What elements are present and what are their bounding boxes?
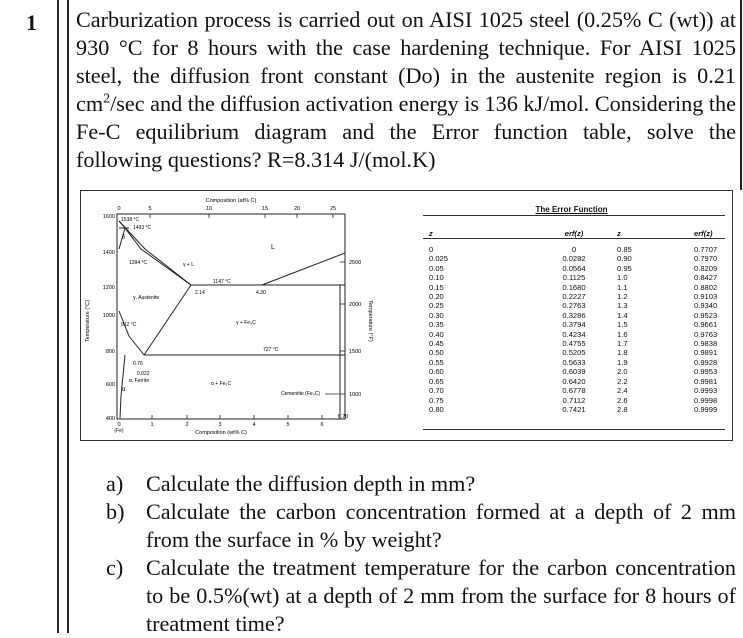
table-cell: 0.2227 xyxy=(562,292,586,302)
table-cell: 0.75 xyxy=(429,395,444,405)
stem-text-part-1: Carburization process is carried out on AISI 1025 steel (0.25% C (wt)) at 930 °C for 8 hours with the case hardening technique. For AISI 1025 steel, the diffusion front constant (Do) in the austenite region is 0.21 cm xyxy=(76,7,736,116)
label-gamma-fe3c: γ + Fe₃C xyxy=(236,320,256,326)
table-cell: 0.9953 xyxy=(694,367,718,377)
table-cell: 0.8802 xyxy=(694,282,718,292)
label-delta: δ xyxy=(122,235,126,241)
top-tick-25: 25 xyxy=(329,206,337,212)
question-number: 1 xyxy=(26,10,37,35)
table-cell: 0.9661 xyxy=(694,320,718,330)
table-cell: 0.30 xyxy=(429,310,444,320)
number-column-border xyxy=(67,0,69,633)
table-cell: 0.7112 xyxy=(562,395,586,405)
left-tick-600: 600 xyxy=(105,382,115,388)
stem-superscript: 2 xyxy=(103,91,111,107)
phase-boundaries xyxy=(119,221,345,419)
left-tick-800: 800 xyxy=(105,349,115,355)
part-b-label: b) xyxy=(106,499,125,524)
sub-questions xyxy=(106,470,736,638)
left-z-values xyxy=(429,245,448,414)
table-cell: 0.4234 xyxy=(562,329,586,339)
top-axis-label: Composition (at% C) xyxy=(205,198,257,204)
part-b xyxy=(106,498,736,554)
label-1394: 1394 °C xyxy=(129,260,148,266)
left-z-column xyxy=(429,229,448,414)
table-cell: 0.35 xyxy=(429,320,444,330)
part-a-label: a) xyxy=(106,471,124,496)
table-cell: 2.6 xyxy=(617,395,628,405)
table-cell: 0.9523 xyxy=(694,310,718,320)
label-alpha-fe3c: α + Fe₃C xyxy=(211,381,232,387)
table-cell: 1.7 xyxy=(617,339,628,349)
label-076: 0.76 xyxy=(133,361,143,367)
table-cell: 0.9928 xyxy=(694,357,718,367)
table-cell: 0.9891 xyxy=(694,348,718,358)
left-axis-label: Temperature (°C) xyxy=(85,299,91,343)
right-axis-label: Temperature (°F) xyxy=(367,300,373,342)
table-cell: 2.2 xyxy=(617,376,628,386)
bottom-tick-2: 2 xyxy=(185,422,189,428)
table-title: The Error Function xyxy=(535,205,608,214)
table-cell: 0.60 xyxy=(429,367,444,377)
label-0022: 0.022 xyxy=(137,371,150,377)
left-erf-values xyxy=(549,245,599,414)
table-cell: 0 xyxy=(571,245,577,254)
label-1538: 1538 °C xyxy=(121,217,140,223)
table-cell: 0.45 xyxy=(429,339,444,349)
table-cell: 0 xyxy=(429,245,434,254)
table-cell: 0.80 xyxy=(429,404,444,414)
table-cell: 0.9999 xyxy=(694,404,718,414)
table-cell: 0.1125 xyxy=(562,273,586,283)
table-cell: 1.3 xyxy=(617,301,628,311)
left-tick-400: 400 xyxy=(105,416,115,422)
right-border-line xyxy=(740,0,742,190)
table-cell: 0.8209 xyxy=(694,263,718,273)
right-tick-2500: 2500 xyxy=(349,260,362,266)
error-function-table xyxy=(411,191,732,440)
table-cell: 0.70 xyxy=(429,386,444,396)
label-214: 2.14 xyxy=(195,290,205,296)
bottom-tick-670: 6.70 xyxy=(337,414,349,420)
right-erf-column xyxy=(694,229,717,414)
table-cell: 0.55 xyxy=(429,357,444,367)
table-cell: 0.9763 xyxy=(694,329,718,339)
header-erf-left: erf(z) xyxy=(564,229,584,238)
label-727: 727 °C xyxy=(263,347,279,353)
label-430: 4.30 xyxy=(256,290,266,296)
part-c-label: c) xyxy=(106,555,124,580)
top-tick-15: 15 xyxy=(261,206,269,212)
table-cell: 0.5205 xyxy=(562,348,586,358)
table-cell: 0.8427 xyxy=(694,273,718,283)
table-cell: 1.4 xyxy=(617,310,628,320)
left-tick-1200: 1200 xyxy=(102,285,115,291)
label-1147: 1147 °C xyxy=(213,279,231,285)
table-cell: 0.50 xyxy=(429,348,444,358)
header-erf-right: erf(z) xyxy=(694,229,713,238)
left-border-line xyxy=(57,0,59,633)
table-cell: 0.9340 xyxy=(694,301,718,311)
top-tick-5: 5 xyxy=(148,206,152,212)
table-cell: 0.90 xyxy=(617,254,632,264)
bottom-tick-0: 0 xyxy=(117,422,121,428)
table-cell: 0.85 xyxy=(617,245,632,254)
table-cell: 0.7707 xyxy=(694,245,718,254)
table-cell: 0.40 xyxy=(429,329,444,339)
table-cell: 0.15 xyxy=(429,282,444,292)
bottom-corner-fe: (Fe) xyxy=(114,428,124,434)
label-1493: 1493 °C xyxy=(133,225,152,231)
table-cell: 0.95 xyxy=(617,263,632,273)
table-cell: 0.3794 xyxy=(562,320,586,330)
part-a xyxy=(106,470,736,498)
right-tick-2000: 2000 xyxy=(349,302,362,308)
table-cell: 0.05 xyxy=(429,263,444,273)
bottom-tick-1: 1 xyxy=(150,422,154,428)
table-cell: 0.10 xyxy=(429,273,444,283)
right-erf-values xyxy=(694,245,717,414)
bottom-axis-label: Composition (wt% C) xyxy=(195,430,247,436)
table-cell: 0.7970 xyxy=(694,254,718,264)
table-bottom-rule xyxy=(423,429,725,430)
bottom-tick-6: 6 xyxy=(320,422,324,428)
table-cell: 1.2 xyxy=(617,292,628,302)
table-cell: 0.3286 xyxy=(562,310,586,320)
table-cell: 1.9 xyxy=(617,357,628,367)
part-c-text: Calculate the treatment temperature for the carbon concentration to be 0.5%(wt) at a depth of 2 mm from the surface for 8 hours of treatment time? xyxy=(146,555,736,636)
right-z-column xyxy=(617,229,632,414)
table-cell: 0.0282 xyxy=(562,254,586,264)
table-cell: 2.4 xyxy=(617,386,628,396)
table-cell: 0.9998 xyxy=(694,395,718,405)
header-z-left: z xyxy=(429,229,433,238)
table-cell: 0.65 xyxy=(429,376,444,386)
top-tick-0: 0 xyxy=(117,206,121,212)
table-top-rule xyxy=(423,215,725,216)
part-a-text: Calculate the diffusion depth in mm? xyxy=(146,471,476,496)
part-b-text: Calculate the carbon concentration formed at a depth of 2 mm from the surface in % by weight? xyxy=(146,499,736,552)
table-cell: 0.9103 xyxy=(694,292,718,302)
table-cell: 0.20 xyxy=(429,292,444,302)
table-cell: 0.6039 xyxy=(562,367,586,377)
table-cell: 0.1680 xyxy=(562,282,586,292)
right-z-values xyxy=(617,245,632,414)
table-cell: 0.9981 xyxy=(694,376,718,386)
table-cell: 0.025 xyxy=(429,254,449,264)
table-cell: 0.9993 xyxy=(694,386,718,396)
bottom-tick-3: 3 xyxy=(218,422,222,428)
table-cell: 1.5 xyxy=(617,320,628,330)
table-cell: 2.8 xyxy=(617,404,628,414)
label-cementite: Cementite (Fe₃C) xyxy=(281,391,320,397)
table-cell: 0.7421 xyxy=(562,404,586,414)
bottom-tick-4: 4 xyxy=(252,422,256,428)
plot-frame xyxy=(117,214,345,419)
table-cell: 1.6 xyxy=(617,329,628,339)
table-cell: 1.0 xyxy=(617,273,628,283)
table-cell: 0.4755 xyxy=(562,339,586,349)
table-cell: 0.0564 xyxy=(562,263,586,273)
label-liquid: L xyxy=(271,244,275,251)
table-cell: 0.2763 xyxy=(562,301,586,311)
table-cell: 2.0 xyxy=(617,367,628,377)
table-cell: 1.8 xyxy=(617,348,628,358)
table-cell: 0.6420 xyxy=(562,376,586,386)
left-tick-1600: 1600 xyxy=(102,214,115,220)
top-tick-10: 10 xyxy=(205,206,213,212)
figure-panel xyxy=(80,190,733,441)
label-austenite: γ, Austenite xyxy=(133,295,160,301)
table-cell: 0.5633 xyxy=(562,357,586,367)
table-cell: 0.6778 xyxy=(562,386,586,396)
label-912: 912 °C xyxy=(121,322,137,328)
stem-text-part-2: /sec and the diffusion activation energy is 136 kJ/mol. Considering the Fe-C equilibrium diagram and the Error function table, solve the following questions? R=8.314 J/(mol.K) xyxy=(76,91,736,172)
table-cell: 0.25 xyxy=(429,301,444,311)
fe-c-phase-diagram xyxy=(81,191,411,440)
label-ferrite: α, Ferrite xyxy=(129,378,150,384)
bottom-tick-5: 5 xyxy=(286,422,290,428)
right-tick-1000: 1000 xyxy=(349,392,362,398)
right-tick-1500: 1500 xyxy=(349,349,362,355)
table-cell: 0.9838 xyxy=(694,339,718,349)
label-alpha: α xyxy=(122,387,126,393)
left-tick-1400: 1400 xyxy=(102,250,115,256)
left-tick-1000: 1000 xyxy=(102,313,115,319)
top-tick-20: 20 xyxy=(293,206,301,212)
table-cell: 1.1 xyxy=(617,282,628,292)
part-c xyxy=(106,554,736,638)
label-gamma-l: γ + L xyxy=(183,262,194,268)
left-erf-column xyxy=(549,229,599,414)
header-z-right: z xyxy=(617,229,621,238)
question-stem xyxy=(76,6,736,174)
